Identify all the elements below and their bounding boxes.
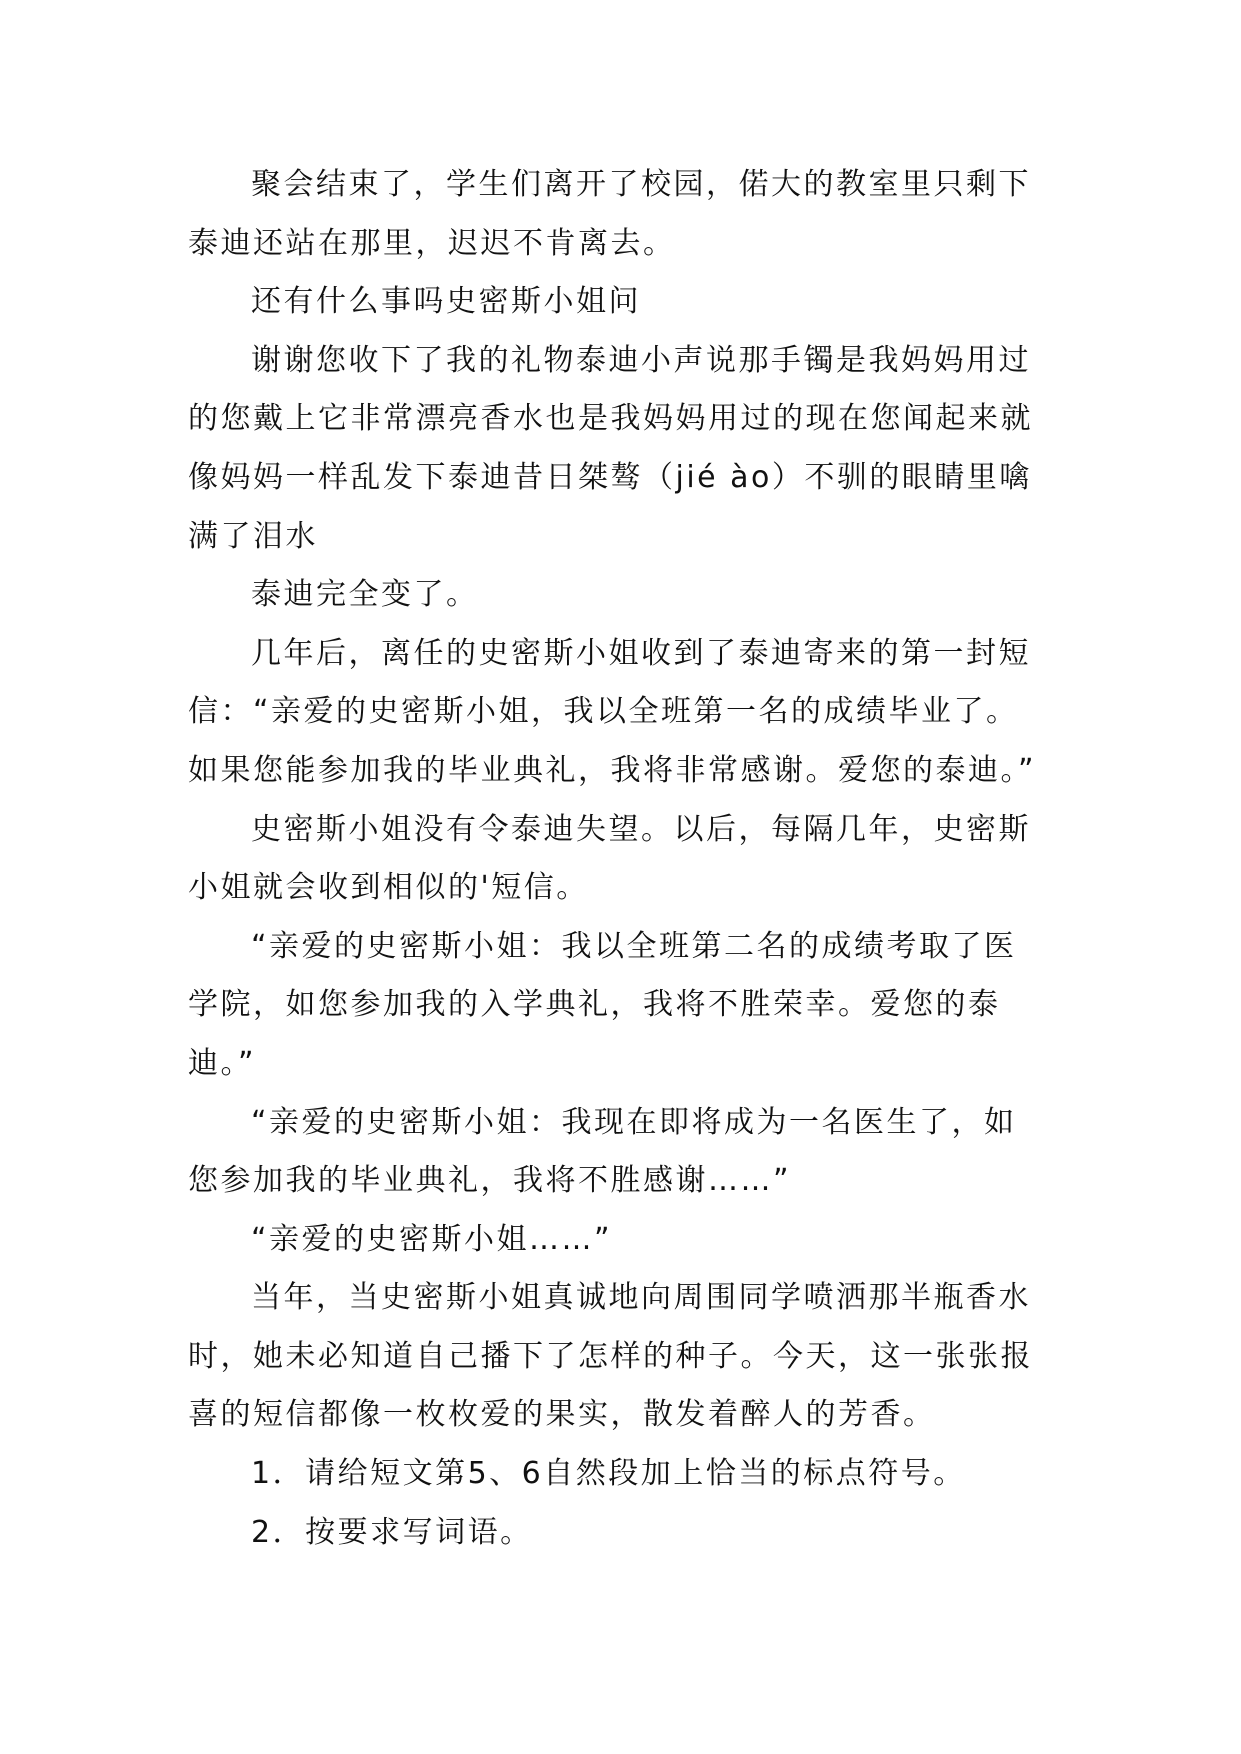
paragraph-2: 还有什么事吗史密斯小姐问 bbox=[251, 284, 641, 320]
question-2: 2．按要求写词语。 bbox=[251, 1514, 533, 1550]
paragraph-6: 史密斯小姐没有令泰迪失望。以后，每隔几年，史密斯小姐就会收到相似的'短信。 bbox=[188, 811, 1031, 906]
paragraph-8: “亲爱的史密斯小姐：我现在即将成为一名医生了，如您参加我的毕业典礼，我将不胜感谢……” bbox=[188, 1104, 1017, 1199]
paragraph-9: “亲爱的史密斯小姐……” bbox=[251, 1221, 613, 1257]
document-body bbox=[188, 156, 1048, 1562]
paragraph-7: “亲爱的史密斯小姐：我以全班第二名的成绩考取了医学院，如您参加我的入学典礼，我将不胜荣幸。爱您的泰迪。” bbox=[188, 928, 1017, 1081]
question-1: 1．请给短文第5、6自然段加上恰当的标点符号。 bbox=[251, 1456, 966, 1492]
paragraph-5: 几年后，离任的史密斯小姐收到了泰迪寄来的第一封短信：“亲爱的史密斯小姐，我以全班第一名的成绩毕业了。如果您能参加我的毕业典礼，我将非常感谢。爱您的泰迪。” bbox=[188, 635, 1037, 788]
paragraph-4: 泰迪完全变了。 bbox=[251, 577, 479, 613]
paragraph-1: 聚会结束了，学生们离开了校园，偌大的教室里只剩下泰迪还站在那里，迟迟不肯离去。 bbox=[188, 167, 1031, 261]
paragraph-10: 当年，当史密斯小姐真诚地向周围同学喷洒那半瓶香水时，她未必知道自己播下了怎样的种子。今天，这一张张报喜的短信都像一枚枚爱的果实，散发着醉人的芳香。 bbox=[188, 1280, 1033, 1433]
paragraph-3: 谢谢您收下了我的礼物泰迪小声说那手镯是我妈妈用过的您戴上它非常漂亮香水也是我妈妈用过的现在您闻起来就像妈妈一样乱发下泰迪昔日桀骜（jié ào）不驯的眼睛里噙满了泪水 bbox=[188, 342, 1033, 554]
